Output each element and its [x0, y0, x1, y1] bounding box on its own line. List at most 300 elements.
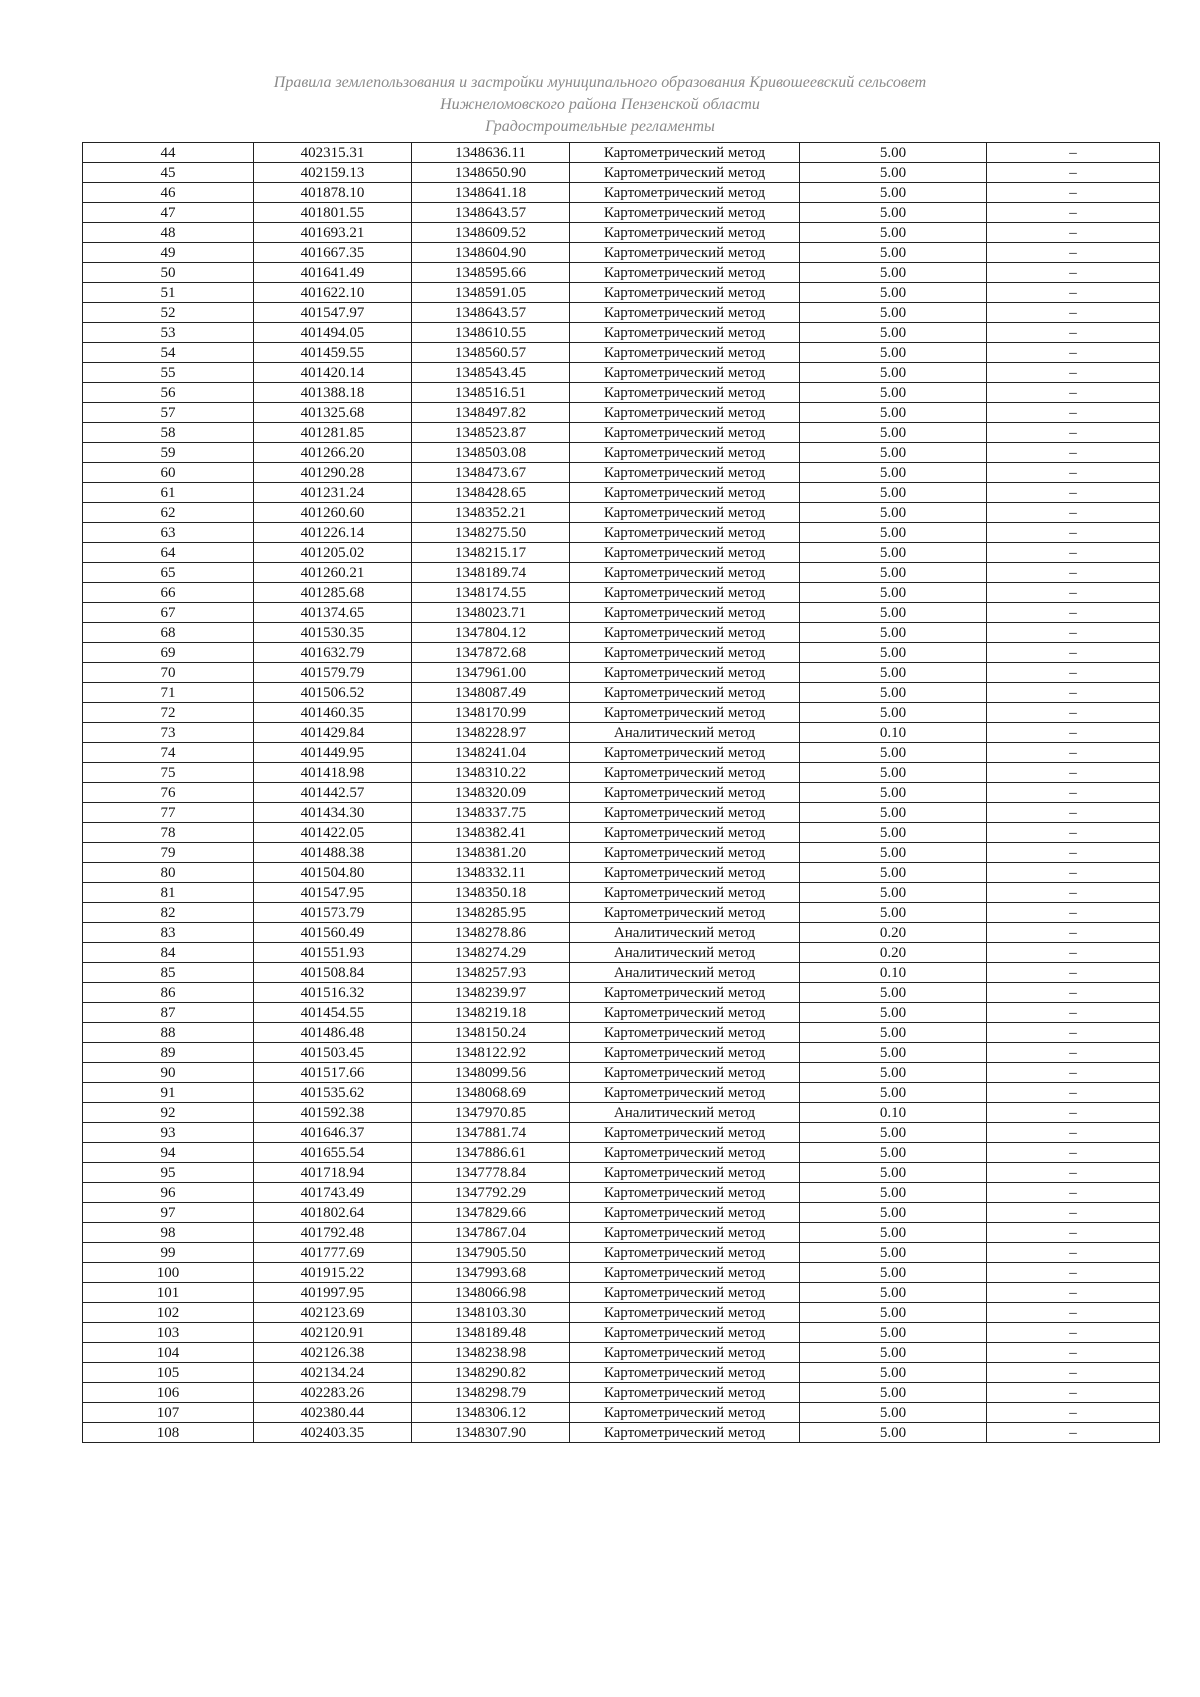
y-coordinate-cell: 1348636.11 [412, 143, 570, 163]
method-cell: Картометрический метод [570, 263, 800, 283]
x-coordinate-cell: 401667.35 [254, 243, 412, 263]
note-cell: – [987, 443, 1160, 463]
method-cell: Картометрический метод [570, 523, 800, 543]
point-number-cell: 46 [83, 183, 254, 203]
accuracy-cell: 5.00 [800, 1263, 987, 1283]
note-cell: – [987, 923, 1160, 943]
accuracy-cell: 5.00 [800, 383, 987, 403]
x-coordinate-cell: 401486.48 [254, 1023, 412, 1043]
x-coordinate-cell: 401429.84 [254, 723, 412, 743]
accuracy-cell: 0.20 [800, 923, 987, 943]
point-number-cell: 55 [83, 363, 254, 383]
y-coordinate-cell: 1348523.87 [412, 423, 570, 443]
note-cell: – [987, 223, 1160, 243]
point-number-cell: 103 [83, 1323, 254, 1343]
method-cell: Картометрический метод [570, 1303, 800, 1323]
note-cell: – [987, 383, 1160, 403]
table-row [83, 203, 1160, 223]
note-cell: – [987, 1283, 1160, 1303]
note-cell: – [987, 143, 1160, 163]
y-coordinate-cell: 1348275.50 [412, 523, 570, 543]
x-coordinate-cell: 401506.52 [254, 683, 412, 703]
table-row [83, 183, 1160, 203]
point-number-cell: 77 [83, 803, 254, 823]
y-coordinate-cell: 1348150.24 [412, 1023, 570, 1043]
note-cell: – [987, 783, 1160, 803]
y-coordinate-cell: 1347881.74 [412, 1123, 570, 1143]
method-cell: Картометрический метод [570, 243, 800, 263]
method-cell: Картометрический метод [570, 1243, 800, 1263]
point-number-cell: 81 [83, 883, 254, 903]
accuracy-cell: 5.00 [800, 803, 987, 823]
x-coordinate-cell: 401792.48 [254, 1223, 412, 1243]
note-cell: – [987, 1203, 1160, 1223]
note-cell: – [987, 823, 1160, 843]
method-cell: Картометрический метод [570, 1323, 800, 1343]
x-coordinate-cell: 401693.21 [254, 223, 412, 243]
y-coordinate-cell: 1348307.90 [412, 1423, 570, 1443]
method-cell: Картометрический метод [570, 503, 800, 523]
method-cell: Картометрический метод [570, 803, 800, 823]
y-coordinate-cell: 1348591.05 [412, 283, 570, 303]
method-cell: Картометрический метод [570, 383, 800, 403]
y-coordinate-cell: 1348516.51 [412, 383, 570, 403]
y-coordinate-cell: 1347829.66 [412, 1203, 570, 1223]
x-coordinate-cell: 401641.49 [254, 263, 412, 283]
accuracy-cell: 5.00 [800, 503, 987, 523]
note-cell: – [987, 1423, 1160, 1443]
x-coordinate-cell: 401573.79 [254, 903, 412, 923]
accuracy-cell: 5.00 [800, 1123, 987, 1143]
accuracy-cell: 5.00 [800, 303, 987, 323]
note-cell: – [987, 763, 1160, 783]
note-cell: – [987, 883, 1160, 903]
method-cell: Картометрический метод [570, 783, 800, 803]
method-cell: Картометрический метод [570, 703, 800, 723]
y-coordinate-cell: 1348238.98 [412, 1343, 570, 1363]
accuracy-cell: 5.00 [800, 1383, 987, 1403]
point-number-cell: 75 [83, 763, 254, 783]
accuracy-cell: 5.00 [800, 1203, 987, 1223]
point-number-cell: 58 [83, 423, 254, 443]
y-coordinate-cell: 1348643.57 [412, 303, 570, 323]
table-row [83, 1223, 1160, 1243]
method-cell: Аналитический метод [570, 963, 800, 983]
method-cell: Картометрический метод [570, 563, 800, 583]
accuracy-cell: 5.00 [800, 463, 987, 483]
x-coordinate-cell: 401878.10 [254, 183, 412, 203]
table-row [83, 1383, 1160, 1403]
y-coordinate-cell: 1348023.71 [412, 603, 570, 623]
note-cell: – [987, 1323, 1160, 1343]
x-coordinate-cell: 401459.55 [254, 343, 412, 363]
method-cell: Аналитический метод [570, 943, 800, 963]
method-cell: Картометрический метод [570, 1163, 800, 1183]
method-cell: Картометрический метод [570, 403, 800, 423]
x-coordinate-cell: 401504.80 [254, 863, 412, 883]
method-cell: Картометрический метод [570, 743, 800, 763]
point-number-cell: 100 [83, 1263, 254, 1283]
method-cell: Картометрический метод [570, 1383, 800, 1403]
accuracy-cell: 5.00 [800, 163, 987, 183]
accuracy-cell: 5.00 [800, 563, 987, 583]
point-number-cell: 82 [83, 903, 254, 923]
accuracy-cell: 5.00 [800, 783, 987, 803]
table-row [83, 683, 1160, 703]
y-coordinate-cell: 1348497.82 [412, 403, 570, 423]
y-coordinate-cell: 1348257.93 [412, 963, 570, 983]
x-coordinate-cell: 401374.65 [254, 603, 412, 623]
table-row [83, 383, 1160, 403]
accuracy-cell: 5.00 [800, 523, 987, 543]
y-coordinate-cell: 1348381.20 [412, 843, 570, 863]
method-cell: Картометрический метод [570, 903, 800, 923]
y-coordinate-cell: 1348643.57 [412, 203, 570, 223]
table-row [83, 1203, 1160, 1223]
note-cell: – [987, 683, 1160, 703]
x-coordinate-cell: 401460.35 [254, 703, 412, 723]
point-number-cell: 94 [83, 1143, 254, 1163]
table-row [83, 1043, 1160, 1063]
method-cell: Картометрический метод [570, 1023, 800, 1043]
point-number-cell: 67 [83, 603, 254, 623]
accuracy-cell: 5.00 [800, 203, 987, 223]
table-row [83, 1023, 1160, 1043]
y-coordinate-cell: 1347804.12 [412, 623, 570, 643]
table-row [83, 883, 1160, 903]
table-row [83, 1363, 1160, 1383]
x-coordinate-cell: 401997.95 [254, 1283, 412, 1303]
y-coordinate-cell: 1348099.56 [412, 1063, 570, 1083]
method-cell: Картометрический метод [570, 423, 800, 443]
point-number-cell: 71 [83, 683, 254, 703]
y-coordinate-cell: 1348274.29 [412, 943, 570, 963]
accuracy-cell: 5.00 [800, 283, 987, 303]
y-coordinate-cell: 1348310.22 [412, 763, 570, 783]
note-cell: – [987, 703, 1160, 723]
x-coordinate-cell: 401418.98 [254, 763, 412, 783]
point-number-cell: 57 [83, 403, 254, 423]
note-cell: – [987, 1163, 1160, 1183]
x-coordinate-cell: 401422.05 [254, 823, 412, 843]
accuracy-cell: 5.00 [800, 483, 987, 503]
method-cell: Картометрический метод [570, 323, 800, 343]
point-number-cell: 91 [83, 1083, 254, 1103]
accuracy-cell: 5.00 [800, 1343, 987, 1363]
table-row [83, 1143, 1160, 1163]
note-cell: – [987, 523, 1160, 543]
table-row [83, 803, 1160, 823]
note-cell: – [987, 1023, 1160, 1043]
accuracy-cell: 5.00 [800, 363, 987, 383]
x-coordinate-cell: 402120.91 [254, 1323, 412, 1343]
point-number-cell: 66 [83, 583, 254, 603]
accuracy-cell: 5.00 [800, 843, 987, 863]
note-cell: – [987, 843, 1160, 863]
table-row [83, 283, 1160, 303]
note-cell: – [987, 1343, 1160, 1363]
x-coordinate-cell: 401266.20 [254, 443, 412, 463]
accuracy-cell: 5.00 [800, 423, 987, 443]
note-cell: – [987, 1143, 1160, 1163]
note-cell: – [987, 283, 1160, 303]
accuracy-cell: 5.00 [800, 583, 987, 603]
point-number-cell: 107 [83, 1403, 254, 1423]
x-coordinate-cell: 401231.24 [254, 483, 412, 503]
note-cell: – [987, 723, 1160, 743]
table-row [83, 303, 1160, 323]
x-coordinate-cell: 401517.66 [254, 1063, 412, 1083]
note-cell: – [987, 1303, 1160, 1323]
point-number-cell: 97 [83, 1203, 254, 1223]
note-cell: – [987, 1363, 1160, 1383]
x-coordinate-cell: 401802.64 [254, 1203, 412, 1223]
point-number-cell: 88 [83, 1023, 254, 1043]
table-row [83, 1063, 1160, 1083]
note-cell: – [987, 623, 1160, 643]
x-coordinate-cell: 401281.85 [254, 423, 412, 443]
method-cell: Картометрический метод [570, 283, 800, 303]
point-number-cell: 101 [83, 1283, 254, 1303]
table-row [83, 1323, 1160, 1343]
method-cell: Картометрический метод [570, 223, 800, 243]
table-row [83, 663, 1160, 683]
table-row [83, 563, 1160, 583]
table-row [83, 1243, 1160, 1263]
method-cell: Картометрический метод [570, 1363, 800, 1383]
point-number-cell: 105 [83, 1363, 254, 1383]
table-row [83, 623, 1160, 643]
table-row [83, 783, 1160, 803]
method-cell: Картометрический метод [570, 1223, 800, 1243]
x-coordinate-cell: 402380.44 [254, 1403, 412, 1423]
point-number-cell: 76 [83, 783, 254, 803]
table-row [83, 903, 1160, 923]
table-row [83, 843, 1160, 863]
x-coordinate-cell: 401442.57 [254, 783, 412, 803]
x-coordinate-cell: 402134.24 [254, 1363, 412, 1383]
method-cell: Картометрический метод [570, 543, 800, 563]
y-coordinate-cell: 1348610.55 [412, 323, 570, 343]
x-coordinate-cell: 401718.94 [254, 1163, 412, 1183]
method-cell: Картометрический метод [570, 1403, 800, 1423]
note-cell: – [987, 603, 1160, 623]
method-cell: Картометрический метод [570, 163, 800, 183]
note-cell: – [987, 1263, 1160, 1283]
y-coordinate-cell: 1348650.90 [412, 163, 570, 183]
y-coordinate-cell: 1348189.74 [412, 563, 570, 583]
x-coordinate-cell: 401434.30 [254, 803, 412, 823]
note-cell: – [987, 863, 1160, 883]
point-number-cell: 64 [83, 543, 254, 563]
y-coordinate-cell: 1347993.68 [412, 1263, 570, 1283]
y-coordinate-cell: 1348278.86 [412, 923, 570, 943]
y-coordinate-cell: 1348306.12 [412, 1403, 570, 1423]
note-cell: – [987, 1063, 1160, 1083]
method-cell: Картометрический метод [570, 363, 800, 383]
y-coordinate-cell: 1348428.65 [412, 483, 570, 503]
x-coordinate-cell: 401503.45 [254, 1043, 412, 1063]
method-cell: Картометрический метод [570, 1043, 800, 1063]
x-coordinate-cell: 401260.21 [254, 563, 412, 583]
note-cell: – [987, 743, 1160, 763]
x-coordinate-cell: 401655.54 [254, 1143, 412, 1163]
point-number-cell: 54 [83, 343, 254, 363]
method-cell: Картометрический метод [570, 983, 800, 1003]
y-coordinate-cell: 1347872.68 [412, 643, 570, 663]
header-line-1: Правила землепользования и застройки муниципального образования Кривошеевский сельсовет [273, 74, 927, 91]
method-cell: Картометрический метод [570, 1143, 800, 1163]
table-row [83, 1163, 1160, 1183]
point-number-cell: 98 [83, 1223, 254, 1243]
accuracy-cell: 5.00 [800, 663, 987, 683]
x-coordinate-cell: 401488.38 [254, 843, 412, 863]
note-cell: – [987, 263, 1160, 283]
note-cell: – [987, 303, 1160, 323]
x-coordinate-cell: 401547.95 [254, 883, 412, 903]
accuracy-cell: 5.00 [800, 643, 987, 663]
accuracy-cell: 5.00 [800, 983, 987, 1003]
accuracy-cell: 5.00 [800, 623, 987, 643]
y-coordinate-cell: 1348473.67 [412, 463, 570, 483]
table-row [83, 823, 1160, 843]
table-row [83, 603, 1160, 623]
accuracy-cell: 5.00 [800, 823, 987, 843]
accuracy-cell: 5.00 [800, 1143, 987, 1163]
x-coordinate-cell: 402126.38 [254, 1343, 412, 1363]
method-cell: Картометрический метод [570, 583, 800, 603]
accuracy-cell: 5.00 [800, 1063, 987, 1083]
method-cell: Картометрический метод [570, 463, 800, 483]
method-cell: Картометрический метод [570, 763, 800, 783]
x-coordinate-cell: 401632.79 [254, 643, 412, 663]
point-number-cell: 78 [83, 823, 254, 843]
method-cell: Картометрический метод [570, 1003, 800, 1023]
method-cell: Картометрический метод [570, 203, 800, 223]
point-number-cell: 84 [83, 943, 254, 963]
method-cell: Картометрический метод [570, 343, 800, 363]
table-row [83, 863, 1160, 883]
y-coordinate-cell: 1348170.99 [412, 703, 570, 723]
accuracy-cell: 5.00 [800, 1223, 987, 1243]
table-row [83, 503, 1160, 523]
table-row [83, 423, 1160, 443]
note-cell: – [987, 1383, 1160, 1403]
method-cell: Аналитический метод [570, 1103, 800, 1123]
accuracy-cell: 5.00 [800, 1423, 987, 1443]
x-coordinate-cell: 401579.79 [254, 663, 412, 683]
x-coordinate-cell: 402403.35 [254, 1423, 412, 1443]
point-number-cell: 49 [83, 243, 254, 263]
note-cell: – [987, 1123, 1160, 1143]
table-row [83, 763, 1160, 783]
point-number-cell: 69 [83, 643, 254, 663]
note-cell: – [987, 963, 1160, 983]
y-coordinate-cell: 1348285.95 [412, 903, 570, 923]
x-coordinate-cell: 401622.10 [254, 283, 412, 303]
note-cell: – [987, 323, 1160, 343]
y-coordinate-cell: 1348604.90 [412, 243, 570, 263]
method-cell: Картометрический метод [570, 623, 800, 643]
y-coordinate-cell: 1348609.52 [412, 223, 570, 243]
accuracy-cell: 5.00 [800, 763, 987, 783]
method-cell: Картометрический метод [570, 483, 800, 503]
x-coordinate-cell: 401516.32 [254, 983, 412, 1003]
method-cell: Картометрический метод [570, 1203, 800, 1223]
note-cell: – [987, 243, 1160, 263]
accuracy-cell: 5.00 [800, 903, 987, 923]
accuracy-cell: 0.10 [800, 1103, 987, 1123]
method-cell: Картометрический метод [570, 1123, 800, 1143]
table-row [83, 583, 1160, 603]
method-cell: Картометрический метод [570, 183, 800, 203]
note-cell: – [987, 1243, 1160, 1263]
note-cell: – [987, 903, 1160, 923]
method-cell: Аналитический метод [570, 723, 800, 743]
accuracy-cell: 5.00 [800, 1363, 987, 1383]
table-row [83, 1003, 1160, 1023]
point-number-cell: 85 [83, 963, 254, 983]
method-cell: Картометрический метод [570, 1343, 800, 1363]
point-number-cell: 51 [83, 283, 254, 303]
method-cell: Картометрический метод [570, 683, 800, 703]
note-cell: – [987, 943, 1160, 963]
point-number-cell: 72 [83, 703, 254, 723]
table-row [83, 463, 1160, 483]
x-coordinate-cell: 401388.18 [254, 383, 412, 403]
table-row [83, 1083, 1160, 1103]
y-coordinate-cell: 1348068.69 [412, 1083, 570, 1103]
x-coordinate-cell: 402123.69 [254, 1303, 412, 1323]
point-number-cell: 56 [83, 383, 254, 403]
accuracy-cell: 5.00 [800, 1083, 987, 1103]
point-number-cell: 45 [83, 163, 254, 183]
table-row [83, 1423, 1160, 1443]
point-number-cell: 52 [83, 303, 254, 323]
x-coordinate-cell: 401646.37 [254, 1123, 412, 1143]
note-cell: – [987, 803, 1160, 823]
point-number-cell: 83 [83, 923, 254, 943]
header-line-2: Нижнеломовского района Пензенской области [440, 96, 760, 113]
x-coordinate-cell: 401592.38 [254, 1103, 412, 1123]
method-cell: Картометрический метод [570, 1263, 800, 1283]
x-coordinate-cell: 401260.60 [254, 503, 412, 523]
y-coordinate-cell: 1348332.11 [412, 863, 570, 883]
table-row [83, 523, 1160, 543]
y-coordinate-cell: 1348298.79 [412, 1383, 570, 1403]
accuracy-cell: 0.10 [800, 723, 987, 743]
method-cell: Картометрический метод [570, 143, 800, 163]
accuracy-cell: 5.00 [800, 1403, 987, 1423]
point-number-cell: 53 [83, 323, 254, 343]
y-coordinate-cell: 1348241.04 [412, 743, 570, 763]
accuracy-cell: 5.00 [800, 1283, 987, 1303]
table-row [83, 1123, 1160, 1143]
point-number-cell: 48 [83, 223, 254, 243]
note-cell: – [987, 543, 1160, 563]
method-cell: Картометрический метод [570, 1183, 800, 1203]
accuracy-cell: 5.00 [800, 263, 987, 283]
method-cell: Картометрический метод [570, 823, 800, 843]
table-row [83, 343, 1160, 363]
x-coordinate-cell: 401915.22 [254, 1263, 412, 1283]
y-coordinate-cell: 1348239.97 [412, 983, 570, 1003]
y-coordinate-cell: 1348219.18 [412, 1003, 570, 1023]
accuracy-cell: 5.00 [800, 243, 987, 263]
x-coordinate-cell: 402159.13 [254, 163, 412, 183]
accuracy-cell: 5.00 [800, 683, 987, 703]
point-number-cell: 99 [83, 1243, 254, 1263]
